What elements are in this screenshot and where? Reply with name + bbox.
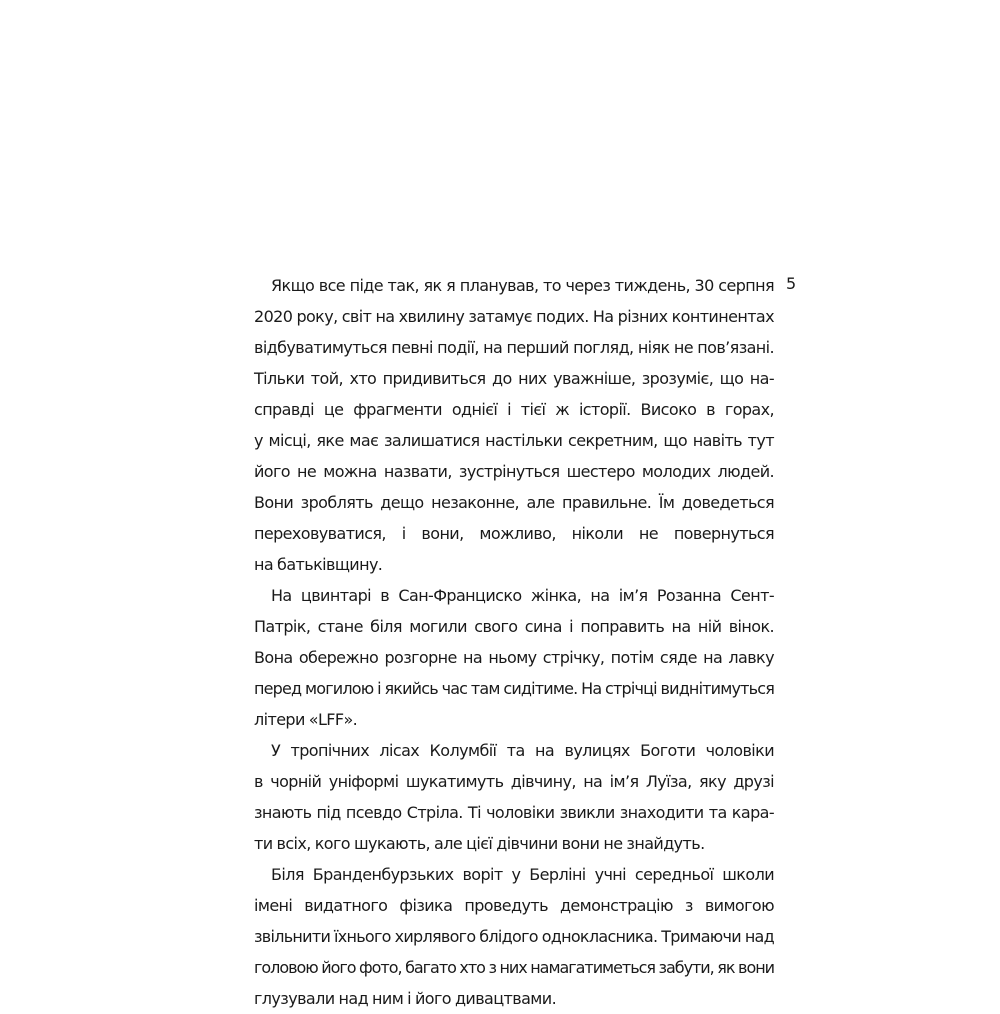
text-line: Біля Бранденбурзьких воріт у Берліні учні середньої школи — [271, 865, 774, 884]
text-line: Тільки той, хто придивиться до них уважніше, зрозуміє, що на- — [254, 369, 774, 388]
text-line: імені видатного фізика проведуть демонстрацію з вимогою — [254, 896, 774, 915]
text-line: перед могилою і якийсь час там сидітиме. На стрічці виднітимуться — [254, 679, 774, 698]
text-line: глузували над ним і його дивацтвами. — [254, 989, 557, 1008]
text-line: 2020 року, світ на хвилину затамує подих. На різних континентах — [254, 307, 774, 326]
text-line: Вона обережно розгорне на ньому стрічку, потім сяде на лавку — [254, 648, 774, 667]
text-line: Якщо все піде так, як я планував, то через тиждень, 30 серпня — [271, 276, 774, 295]
text-line: відбуватимуться певні події, на перший погляд, ніяк не пов’язані. — [254, 338, 774, 357]
text-line: у місці, яке має залишатися настільки секретним, що навіть тут — [254, 431, 774, 450]
text-line: знають під псевдо Стріла. Ті чоловіки звикли знаходити та кара- — [254, 803, 774, 822]
text-line: У тропічних лісах Колумбії та на вулицях Боготи чоловіки — [271, 741, 774, 760]
text-line: на батьківщину. — [254, 555, 383, 574]
text-line: звільнити їхнього хирлявого блідого однокласника. Тримаючи над — [254, 927, 774, 946]
text-line: ти всіх, кого шукають, але цієї дівчини вони не знайдуть. — [254, 834, 705, 853]
page-number: 5 — [786, 274, 797, 293]
text-line: На цвинтарі в Сан-Франциско жінка, на ім’я Розанна Сент- — [271, 586, 774, 605]
body-text — [254, 270, 774, 1014]
text-line: його не можна назвати, зустрінуться шестеро молодих людей. — [254, 462, 774, 481]
text-line: переховуватися, і вони, можливо, ніколи не повернуться — [254, 524, 774, 543]
text-line: Патрік, стане біля могили свого сина і поправить на ній вінок. — [254, 617, 774, 636]
text-line: літери «LFF». — [254, 710, 358, 729]
text-line: Вони зроблять дещо незаконне, але правильне. Їм доведеться — [254, 493, 774, 512]
text-line: головою його фото, багато хто з них намагатиметься забути, як вони — [254, 958, 774, 977]
text-line: справді це фрагменти однієї і тієї ж історії. Високо в горах, — [254, 400, 774, 419]
text-line: в чорній уніформі шукатимуть дівчину, на ім’я Луїза, яку друзі — [254, 772, 774, 791]
